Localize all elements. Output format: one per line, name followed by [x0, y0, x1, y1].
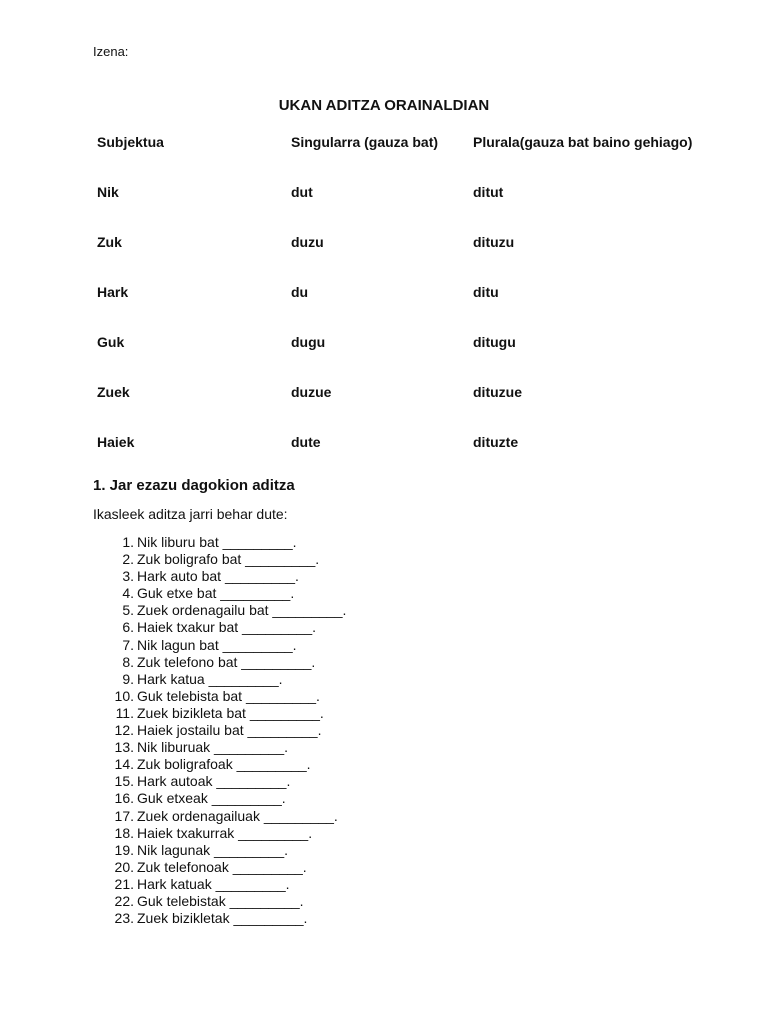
column-header-subject: Subjektua	[97, 134, 164, 150]
item-text: Hark katua _________.	[137, 670, 283, 687]
subject-cell: Zuek	[97, 384, 130, 400]
item-text: Nik lagun bat _________.	[137, 636, 297, 653]
item-text: Zuek ordenagailu bat _________.	[137, 602, 347, 619]
item-text: Guk etxe bat _________.	[137, 585, 295, 602]
item-text: Hark katuak _________.	[137, 875, 290, 892]
list-item	[93, 859, 346, 876]
item-text: Guk telebista bat _________.	[137, 687, 320, 704]
singular-cell: duzu	[291, 234, 324, 250]
list-item	[93, 756, 346, 773]
list-item	[93, 808, 346, 825]
list-item	[93, 688, 346, 705]
item-text: Hark autoak _________.	[137, 773, 291, 790]
singular-cell: dute	[291, 434, 321, 450]
singular-cell: duzue	[291, 384, 332, 400]
item-number: 19.	[114, 841, 134, 858]
list-item	[93, 722, 346, 739]
list-item	[93, 602, 346, 619]
name-label: Izena:	[93, 44, 129, 59]
subject-cell: Zuk	[97, 234, 122, 250]
plural-cell: dituzte	[473, 434, 519, 450]
item-text: Nik liburuak _________.	[137, 739, 288, 756]
singular-cell: dut	[291, 184, 313, 200]
list-item	[93, 534, 346, 551]
plural-cell: ditugu	[473, 334, 516, 350]
column-header-singular: Singularra (gauza bat)	[291, 134, 439, 150]
item-number: 20.	[114, 858, 134, 875]
list-item	[93, 568, 346, 585]
subject-cell: Guk	[97, 334, 125, 350]
plural-cell: dituzue	[473, 384, 522, 400]
table-row	[97, 384, 737, 434]
exercise-heading: 1. Jar ezazu dagokion aditza	[93, 477, 295, 494]
item-number: 8.	[122, 653, 134, 670]
item-number: 6.	[122, 619, 134, 636]
table-row	[97, 184, 737, 234]
list-item	[93, 619, 346, 636]
item-text: Haiek txakur bat _________.	[137, 619, 317, 636]
item-text: Nik liburu bat _________.	[137, 534, 297, 550]
item-number: 1.	[122, 534, 134, 550]
item-number: 10.	[114, 687, 134, 704]
table-row	[97, 284, 737, 334]
item-text: Nik lagunak _________.	[137, 841, 289, 858]
item-number: 7.	[122, 636, 134, 653]
item-number: 17.	[114, 807, 134, 824]
item-text: Guk telebistak _________.	[137, 892, 304, 909]
list-item	[93, 773, 346, 790]
item-number: 4.	[122, 585, 134, 602]
item-number: 22.	[114, 892, 134, 909]
item-text: Zuek bizikletak _________.	[137, 910, 308, 927]
list-item	[93, 637, 346, 654]
list-item	[93, 893, 346, 910]
item-number: 23.	[114, 910, 134, 927]
item-text: Zuk boligrafoak _________.	[137, 756, 311, 773]
item-number: 16.	[114, 790, 134, 807]
plural-cell: dituzu	[473, 234, 515, 250]
singular-cell: dugu	[291, 334, 326, 350]
page-title: UKAN ADITZA ORAINALDIAN	[278, 97, 490, 114]
item-text: Haiek txakurrak _________.	[137, 824, 313, 841]
table-row	[97, 334, 737, 384]
subject-cell: Nik	[97, 184, 119, 200]
item-number: 14.	[114, 756, 134, 773]
item-number: 5.	[122, 602, 134, 619]
list-item	[93, 910, 346, 927]
exercise-list	[93, 534, 346, 927]
plural-cell: ditut	[473, 184, 504, 200]
subject-cell: Hark	[97, 284, 129, 300]
column-header-plural: Plurala(gauza bat baino gehiago)	[473, 134, 693, 150]
item-text: Zuk telefono bat _________.	[137, 653, 316, 670]
list-item	[93, 705, 346, 722]
item-number: 15.	[114, 773, 134, 790]
singular-cell: du	[291, 284, 309, 300]
subject-cell: Haiek	[97, 434, 135, 450]
conjugation-table	[97, 134, 737, 484]
item-number: 12.	[114, 722, 134, 739]
item-number: 3.	[122, 568, 134, 585]
table-row	[97, 234, 737, 284]
item-number: 2.	[122, 551, 134, 568]
list-item	[93, 585, 346, 602]
item-number: 21.	[114, 875, 134, 892]
item-number: 11.	[115, 704, 134, 721]
item-text: Zuk boligrafo bat _________.	[137, 551, 320, 568]
list-item	[93, 876, 346, 893]
list-item	[93, 825, 346, 842]
list-item	[93, 671, 346, 688]
list-item	[93, 739, 346, 756]
plural-cell: ditu	[473, 284, 499, 300]
item-text: Zuk telefonoak _________.	[137, 858, 307, 875]
list-item	[93, 551, 346, 568]
item-text: Zuek ordenagailuak _________.	[137, 807, 338, 824]
list-item	[93, 654, 346, 671]
item-text: Hark auto bat _________.	[137, 568, 299, 585]
item-number: 9.	[122, 670, 134, 687]
list-item	[93, 842, 346, 859]
exercise-instruction: Ikasleek aditza jarri behar dute:	[93, 506, 288, 522]
item-text: Haiek jostailu bat _________.	[137, 722, 322, 739]
item-number: 18.	[114, 824, 134, 841]
list-item	[93, 790, 346, 807]
item-text: Zuek bizikleta bat _________.	[137, 704, 324, 721]
table-header-row	[97, 134, 737, 184]
item-number: 13.	[114, 739, 134, 756]
item-text: Guk etxeak _________.	[137, 790, 286, 807]
